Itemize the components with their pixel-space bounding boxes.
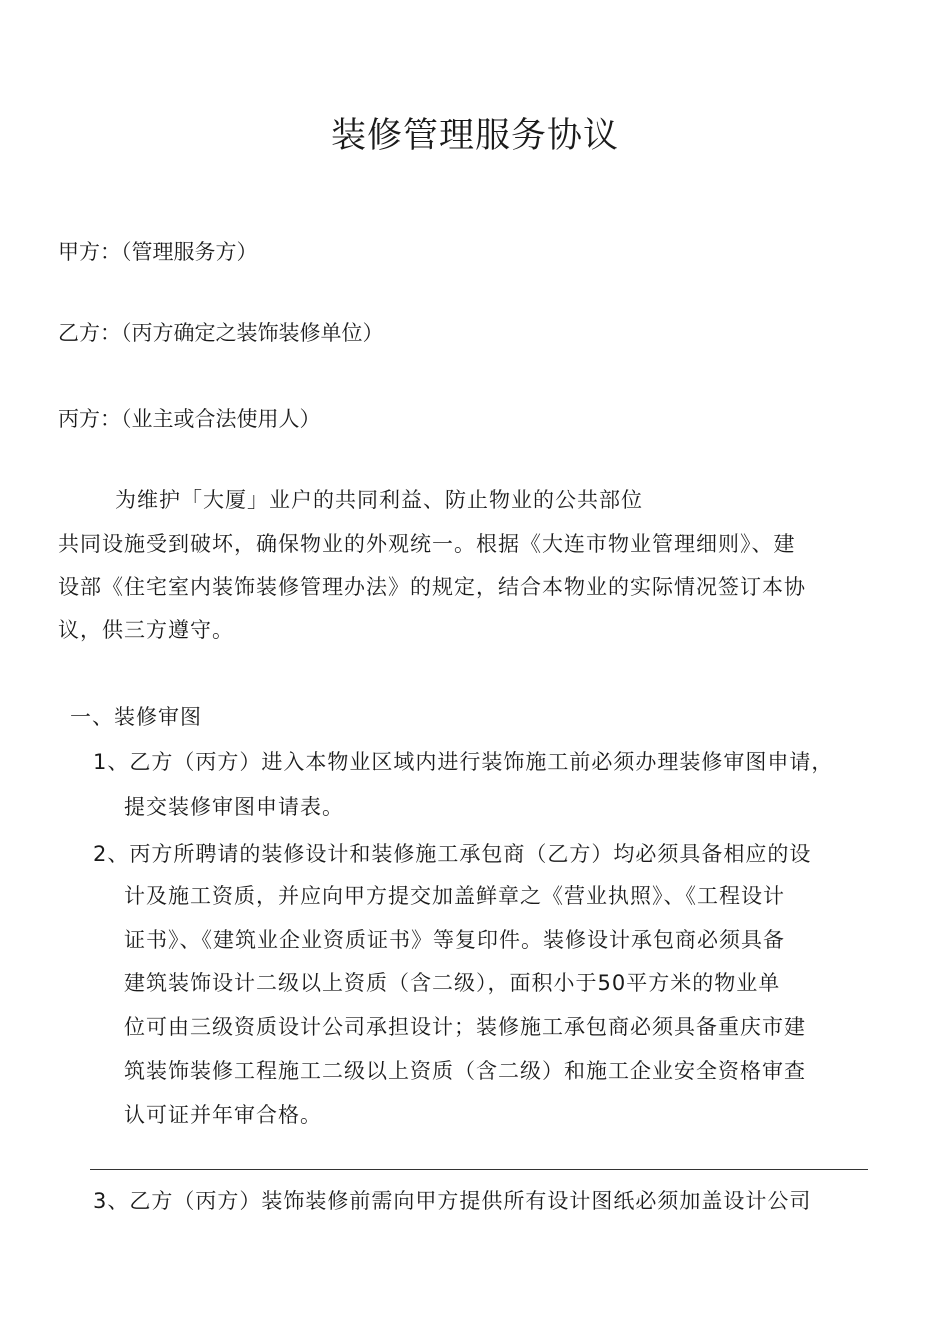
document-title: 装修管理服务协议 bbox=[330, 116, 619, 156]
page-divider bbox=[90, 1169, 868, 1170]
clause-1-line: 1、乙方（丙方）进入本物业区域内进行装饰施工前必须办理装修审图申请， bbox=[93, 750, 834, 774]
clause-2-line: 建筑装饰设计二级以上资质（含二级），面积小于50平方米的物业单 bbox=[124, 971, 781, 995]
clause-3-line: 3、乙方（丙方）装饰装修前需向甲方提供所有设计图纸必须加盖设计公司 bbox=[93, 1189, 812, 1213]
party-a: 甲方：（管理服务方） bbox=[58, 240, 258, 264]
clause-2-line: 证书》、《建筑业企业资质证书》等复印件。装修设计承包商必须具备 bbox=[124, 928, 785, 952]
preamble-line: 共同设施受到破坏，确保物业的外观统一。根据《大连市物业管理细则》、建 bbox=[58, 532, 796, 556]
party-c: 丙方：（业主或合法使用人） bbox=[58, 407, 321, 431]
clause-1-line: 提交装修审图申请表。 bbox=[124, 795, 344, 819]
preamble-line: 设部《住宅室内装饰装修管理办法》的规定，结合本物业的实际情况签订本协 bbox=[58, 575, 806, 599]
section-heading: 一、装修审图 bbox=[70, 705, 202, 729]
clause-2-line: 位可由三级资质设计公司承担设计；装修施工承包商必须具备重庆市建 bbox=[124, 1015, 806, 1039]
clause-2-line: 认可证并年审合格。 bbox=[124, 1103, 322, 1127]
party-b: 乙方：（丙方确定之装饰装修单位） bbox=[58, 321, 384, 345]
preamble-line: 议，供三方遵守。 bbox=[58, 618, 234, 642]
clause-2-line: 2、丙方所聘请的装修设计和装修施工承包商（乙方）均必须具备相应的设 bbox=[93, 842, 812, 866]
preamble-line: 为维护「大厦」业户的共同利益、防止物业的公共部位 bbox=[115, 488, 643, 512]
clause-2-line: 计及施工资质，并应向甲方提交加盖鲜章之《营业执照》、《工程设计 bbox=[124, 884, 785, 908]
clause-2-line: 筑装饰装修工程施工二级以上资质（含二级）和施工企业安全资格审查 bbox=[124, 1059, 806, 1083]
